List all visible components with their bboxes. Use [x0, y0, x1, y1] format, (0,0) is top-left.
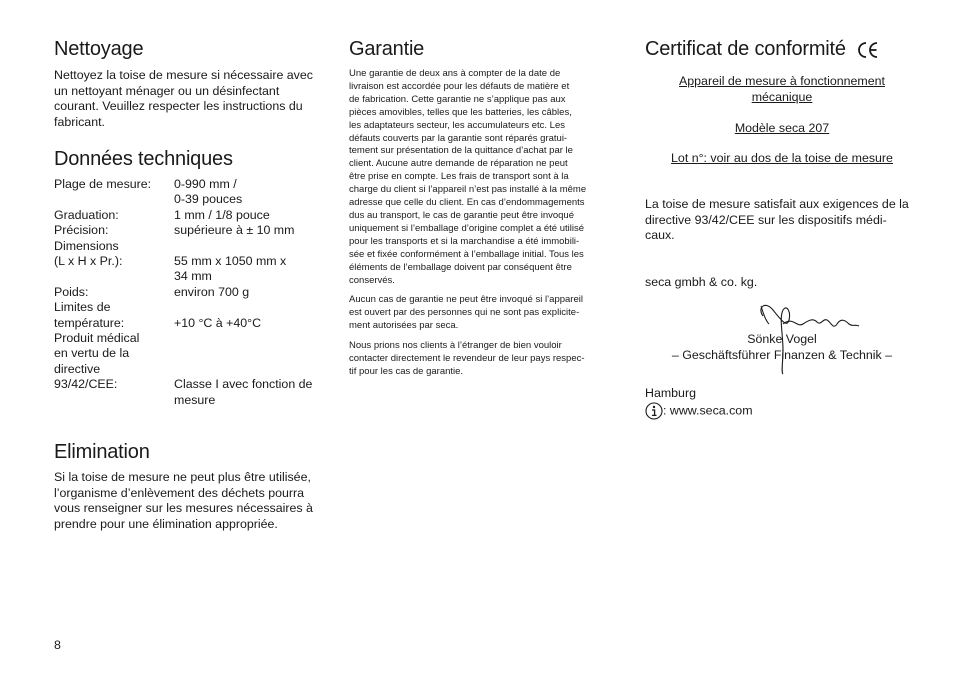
device-type-line-1: Appareil de mesure à fonctionnement [679, 74, 885, 88]
spec-label: Plage de mesure: [54, 177, 152, 191]
spec-row [54, 208, 326, 223]
garantie-paragraph-1: Une garantie de deux ans à compter de la date de livraison est accordée pour les défauts de matière et de fabrication. Cette garantie ne s’applique pas aux pièces amovibles, telles que les batteries, les câbles, les adaptateurs secteur, les accumulateurs etc. Les défauts couverts par la garantie sont réparés gratui- tement sur présentation de la quittance d’achat par le client. Aucune autre demande de réparation ne peut être prise en compte. Les frais de transport sont à la charge du client si l’appareil n’est pas installé à la même adresse que celle du client. En cas d’endommagements dus au transport, le cas de garantie peut être invoqué uniquement si l’emballage d’origine complet a été utilisé pour les transports et si la marchandise a été immobili- sée et fixée conformément à l’emballage initial. Tous les éléments de l’emballage doivent par conséquent être conservés. [349, 68, 587, 286]
elimination-heading: Elimination [54, 441, 150, 463]
spec-row [54, 223, 326, 238]
garantie-paragraph-3: Nous prions nos clients à l’étranger de bien vouloir contacter directement le revendeur de leur pays respec- tif pour les cas de garantie. [349, 340, 585, 377]
nettoyage-text: Nettoyez la toise de mesure si nécessaire avec un nettoyant ménager ou un désinfectant courant. Veuillez respecter les instructions du fabricant. [54, 68, 313, 129]
spec-value: 55 mm x 1050 mm x 34 mm [174, 254, 287, 284]
spec-value: 1 mm / 1/8 pouce [174, 207, 270, 222]
garantie-paragraph-2: Aucun cas de garantie ne peut être invoqué si l’appareil est ouvert par des personnes qui ne sont pas explicite- ment autorisées par seca. [349, 294, 583, 331]
lot-line: Lot n°: voir au dos de la toise de mesure [671, 151, 893, 165]
signer-name: Sönke Vogel [747, 332, 817, 346]
spec-row [54, 239, 326, 285]
spec-label: Poids: [54, 284, 89, 299]
ce-mark-icon [857, 41, 879, 59]
signer-role: – Geschäftsführer Finanzen & Technik – [671, 348, 893, 362]
spec-label: Produit médical en vertu de la directive 93/42/CEE: [54, 331, 140, 392]
website-text: : www.seca.com [663, 403, 753, 418]
spec-label: Dimensions (L x H x Pr.): [54, 238, 123, 269]
page-number: 8 [54, 638, 61, 652]
spec-value: Classe I avec fonction de mesure [174, 377, 313, 407]
spec-value: environ 700 g [174, 284, 250, 299]
company-name: seca gmbh & co. kg. [645, 275, 758, 289]
spec-row [54, 300, 326, 331]
elimination-text: Si la toise de mesure ne peut plus être utilisée, l’organisme d’enlèvement des déchets pourra vous renseigner sur les mesures nécessaires à prendre pour une élimination appropriée. [54, 470, 313, 531]
spec-row [54, 331, 326, 408]
spec-label: Limites de température: [54, 300, 125, 330]
spec-table [54, 177, 326, 408]
spec-value: +10 °C à +40°C [174, 315, 262, 330]
spec-row [54, 177, 326, 208]
spec-label: Précision: [54, 223, 109, 238]
nettoyage-heading: Nettoyage [54, 38, 144, 60]
certificat-heading [645, 38, 879, 61]
spec-row [54, 285, 326, 300]
spec-value: supérieure à ± 10 mm [174, 223, 295, 238]
garantie-heading: Garantie [349, 38, 425, 60]
donnees-heading: Données techniques [54, 148, 233, 170]
device-type-line-2: mécanique [751, 90, 813, 104]
info-icon [645, 402, 663, 420]
model-line: Modèle seca 207 [734, 121, 830, 135]
website-line [645, 402, 753, 420]
spec-label: Graduation: [54, 207, 119, 222]
city: Hamburg [645, 386, 696, 400]
conformity-statement: La toise de mesure satisfait aux exigences de la directive 93/42/CEE sur les dispositifs médi- caux. [645, 197, 909, 243]
certificat-title: Certificat de conformité [645, 38, 846, 60]
spec-value: 0-990 mm / 0-39 pouces [174, 177, 243, 207]
